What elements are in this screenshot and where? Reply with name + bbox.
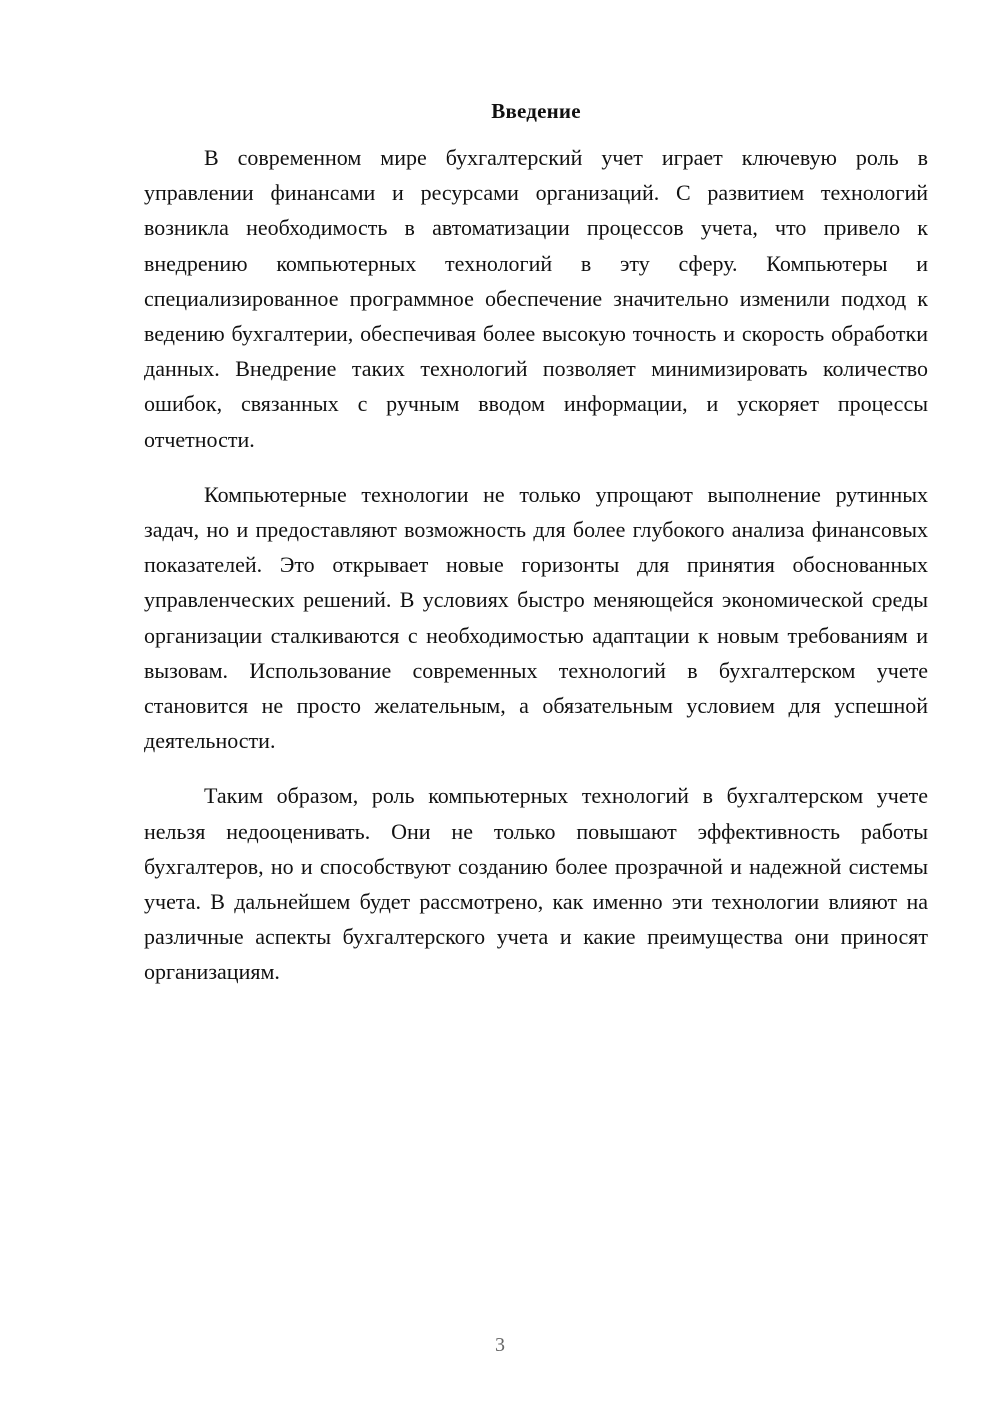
page-title: Введение	[491, 99, 581, 123]
page-content	[144, 96, 928, 1010]
paragraph-3: Таким образом, роль компьютерных технологий в бухгалтерском учете нельзя недооценивать. Они не только повышают эффективность работы бухгалтеров, но и способствуют созданию более прозрачной и надежной системы учета. В дальнейшем будет рассмотрено, как именно эти технологии влияют на различные аспекты бухгалтерского учета и какие преимущества они приносят организациям.	[144, 783, 928, 985]
paragraph-2: Компьютерные технологии не только упрощают выполнение рутинных задач, но и предоставляют возможность для более глубокого анализа финансовых показателей. Это открывает новые горизонты для принятия обоснованных управленческих решений. В условиях быстро меняющейся экономической среды организации сталкиваются с необходимостью адаптации к новым требованиям и вызовам. Использование современных технологий в бухгалтерском учете становится не просто желательным, а обязательным условием для успешной деятельности.	[144, 481, 928, 754]
paragraph-1: В современном мире бухгалтерский учет играет ключевую роль в управлении финансами и ресурсами организаций. С развитием технологий возникла необходимость в автоматизации процессов учета, что привело к внедрению компьютерных технологий в эту сферу. Компьютеры и специализированное программное обеспечение значительно изменили подход к ведению бухгалтерии, обеспечивая более высокую точность и скорость обработки данных. Внедрение таких технологий позволяет минимизировать количество ошибок, связанных с ручным вводом информации, и ускоряет процессы отчетности.	[144, 145, 928, 452]
page-number: 3	[495, 1334, 505, 1356]
